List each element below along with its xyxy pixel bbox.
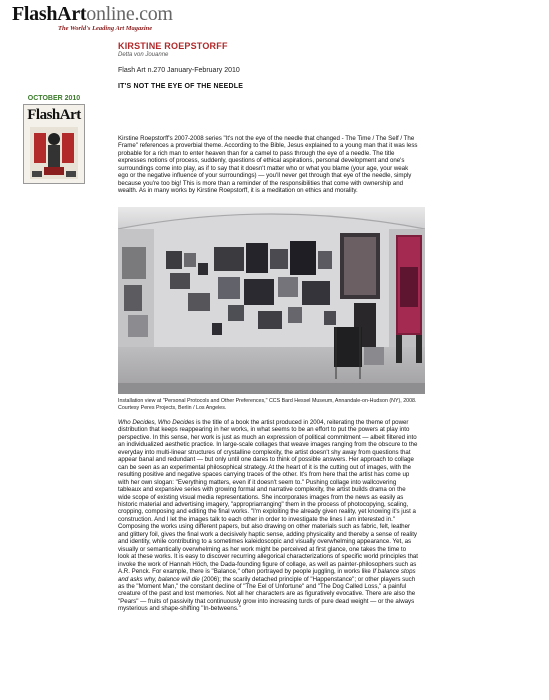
- photo-caption: Installation view at "Personal Protocols and Other Preferences," CCS Bard Hessel Museum, Annandale-on-Hudson (NY), 2008. Courtesy Peres Projects, Berlin / Los Angeles.: [118, 398, 417, 411]
- issue-cover[interactable]: [23, 94, 85, 184]
- cover-logo: FlashArt: [27, 107, 81, 123]
- article-byline: Detta von Jouanne: [118, 52, 169, 58]
- article-header: [118, 41, 538, 91]
- artwork-title: If balance stops and asks why, balance will die: [118, 568, 416, 583]
- issue-info: Flash Art n.270 January-February 2010: [118, 67, 240, 74]
- article-title: IT'S NOT THE EYE OF THE NEEDLE: [118, 83, 244, 90]
- cover-artwork: [30, 127, 78, 179]
- cover-image[interactable]: [23, 104, 85, 184]
- logo-bold: FlashArt: [12, 3, 87, 25]
- body-text-2: (2006); the scarily detached principle of "Happenstance"; or other players such as the "Moment Man," the constant decline of "The Eel of Unfortune" and "The Dog Called Loss," a painful creature of the past and lost memories. Not all her characters are as figuratively evocative. There are also the "Pears" — fruits of passivity that continuously grow into increasing turds of pure dead weight — or the always mysterious and shape-shifting "In-betweens.": [118, 575, 416, 613]
- body-text-1: is the title of a book the artist produced in 2004, reiterating the theme of power distribution that keeps reappearing in her works, in what seems to be an effort to put the powers at play into perspective. In this sense, her work is just as much an expression of political commitment — albeit filtered into an individualized aesthetic practice. In large-scale collages that weave images ranging from the obscure to the everyday into multi-linear structures of crystalline complexity, the artist doesn't shy away from questions that appear banal and redundant — but only until one dares to think of possible answers. Her approach to collage can be seen as an experimental philosophical strategy. At the heart of it is the cutting out of images, with the resulting positive and negative spaces carrying traces of the other. It's from here that the artist has come up with her own slogan: "Everything matters, even if it doesn't seem to." Pushing collage into wallcovering tableaux and expansive series with growing formal and narrative complexity, the artist builds drama on the wide scope of existing visual media representations. She incorporates images from the news as easily as historic material and advertising imagery, "appropriarranging" them in the process of photocopying, scaling, cropping, composing and editing the final works. "I'm exploiting the already given reality, yet knowing it's just a construction. And I let the images talk to each other in order to investigate the lines I am interested in." Composing the works using different papers, but also drawing on other materials such as fabric, felt, leather and glittery foil, gives the final work a decisively haptic sense, adding physicality and thereby a sense of reality and identity, while contributing to a sometimes kaleidoscopic and visually overwhelming appearance. Yet, as visually or semantically overwhelming as her work might be perceived at first glance, one takes the time to look at these works. It is easy to discover recurring allegorical characterizations of specific world principles that invoke the work of Hannah Höch, the Dada-founding figure of collage, as well as painter-philosophers such as A.R. Penck. For example, there is "Balance," often portrayed by people juggling, in works like: [118, 419, 418, 576]
- site-logo[interactable]: [12, 4, 173, 25]
- article-intro: Kirstine Roepstorff's 2007-2008 series "It's not the eye of the needle that changed - The Time / The Self / The Frame" references a proverbial theme. According to the Bible, Jesus explained to a young man that it was less probable for a rich man to enter heaven than for a camel to pass through the eye of a needle. The title expresses notions of process, suddenly, questions of ethical aspirations, personal development and one's surroundings come into play, as if to say that it doesn't matter who or what you blame (your age, your weak ego or the negative influence of your surroundings) — you'll never get through that eye of the needle, simply because you're too big! This is more than a reminder of the responsibilities that come with ownership and wealth. As in many works by Kirstine Roepstorff, it is a meditation on ethics and morality.: [118, 135, 418, 195]
- installation-photo: [118, 207, 425, 394]
- tagline: The World's Leading Art Magazine: [58, 25, 153, 32]
- book-title: Who Decides, Who Decides: [118, 419, 195, 426]
- article-author: KIRSTINE ROEPSTORFF: [118, 41, 228, 51]
- logo-light: online.com: [86, 3, 173, 25]
- cover-date: OCTOBER 2010: [27, 95, 81, 102]
- installation-view-image: [118, 207, 425, 394]
- masthead: [12, 4, 173, 32]
- article-body: [118, 419, 418, 613]
